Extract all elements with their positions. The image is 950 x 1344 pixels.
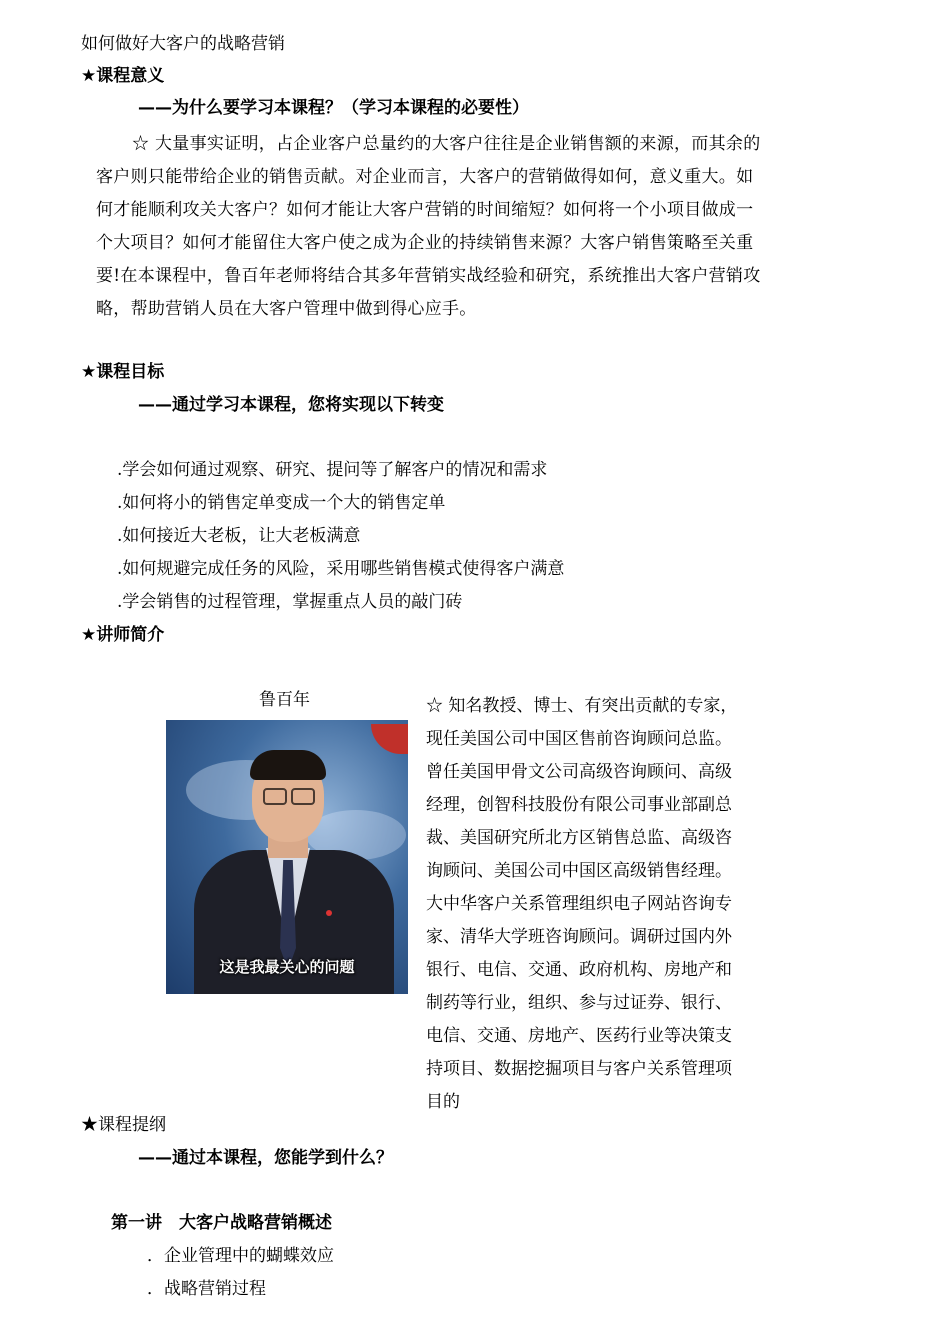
goal-item: .如何将小的销售定单变成一个大的销售定单 xyxy=(117,493,446,513)
bio-line: ☆ 知名教授、博士、有突出贡献的专家， xyxy=(426,696,738,716)
paragraph-line: 略，帮助营销人员在大客户管理中做到得心应手。 xyxy=(96,299,477,319)
section-subheading-significance: ——为什么要学习本课程？（学习本课程的必要性） xyxy=(138,98,529,118)
section-subheading-outline: ——通过本课程，您能学到什么？ xyxy=(138,1148,393,1168)
bio-line: 询顾问、美国公司中国区高级销售经理。 xyxy=(426,861,732,881)
section-heading-significance: ★课程意义 xyxy=(81,66,165,86)
goal-item: .学会销售的过程管理，掌握重点人员的敲门砖 xyxy=(117,592,463,612)
bio-line: 经理，创智科技股份有限公司事业部副总 xyxy=(426,795,732,815)
paragraph-line: 要!在本课程中，鲁百年老师将结合其多年营销实战经验和研究，系统推出大客户营销攻 xyxy=(96,266,761,286)
goal-item: .如何规避完成任务的风险，采用哪些销售模式使得客户满意 xyxy=(117,559,565,579)
section-heading-outline: ★课程提纲 xyxy=(81,1115,166,1135)
bio-line: 大中华客户关系管理组织电子网站咨询专 xyxy=(426,894,732,914)
document-title: 如何做好大客户的战略营销 xyxy=(81,34,285,54)
bio-line: 目的 xyxy=(426,1092,460,1112)
section-heading-goals: ★课程目标 xyxy=(81,362,165,382)
bio-line: 现任美国公司中国区售前咨询顾问总监。 xyxy=(426,729,732,749)
lecture-item: ．企业管理中的蝴蝶效应 xyxy=(147,1246,334,1266)
photo-caption: 这是我最关心的问题 xyxy=(219,958,355,976)
instructor-name: 鲁百年 xyxy=(259,690,310,710)
bio-line: 制药等行业，组织、参与过证券、银行、 xyxy=(426,993,732,1013)
bio-line: 银行、电信、交通、政府机构、房地产和 xyxy=(426,960,732,980)
paragraph-line: 客户则只能带给企业的销售贡献。对企业而言，大客户的营销做得如何，意义重大。如 xyxy=(96,167,754,187)
bio-line: 曾任美国甲骨文公司高级咨询顾问、高级 xyxy=(426,762,732,782)
paragraph-line: ☆ 大量事实证明，占企业客户总量约的大客户往往是企业销售额的来源，而其余的 xyxy=(132,134,761,154)
goal-item: .学会如何通过观察、研究、提问等了解客户的情况和需求 xyxy=(117,460,548,480)
section-subheading-goals: ——通过学习本课程，您将实现以下转变 xyxy=(138,395,444,415)
section-heading-instructor: ★讲师简介 xyxy=(81,625,165,645)
instructor-photo xyxy=(166,720,408,994)
bio-line: 家、清华大学班咨询顾问。调研过国内外 xyxy=(426,927,732,947)
goal-item: .如何接近大老板，让大老板满意 xyxy=(117,526,361,546)
lecture-title: 第一讲 大客户战略营销概述 xyxy=(111,1213,332,1233)
lecture-item: ．战略营销过程 xyxy=(147,1279,266,1299)
paragraph-line: 个大项目？如何才能留住大客户使之成为企业的持续销售来源？大客户销售策略至关重 xyxy=(96,233,754,253)
significance-paragraph xyxy=(96,128,840,326)
paragraph-line: 何才能顺利攻关大客户？如何才能让大客户营销的时间缩短？如何将一个小项目做成一 xyxy=(96,200,754,220)
bio-line: 裁、美国研究所北方区销售总监、高级咨 xyxy=(426,828,732,848)
bio-line: 持项目、数据挖掘项目与客户关系管理项 xyxy=(426,1059,732,1079)
bio-line: 电信、交通、房地产、医药行业等决策支 xyxy=(426,1026,732,1046)
instructor-bio xyxy=(426,690,776,1119)
